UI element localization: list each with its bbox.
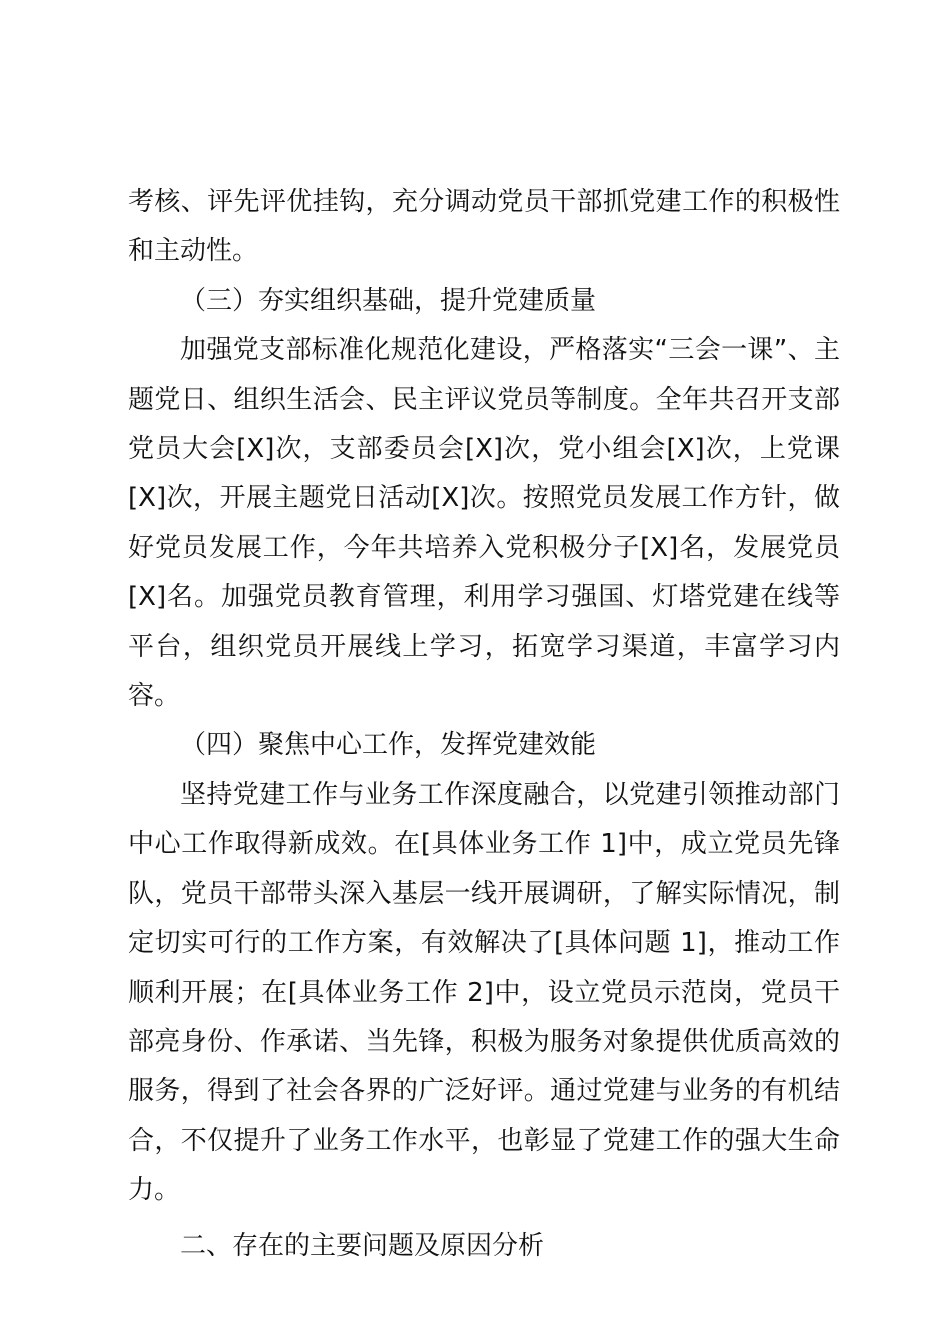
central-work-paragraph: 坚持党建工作与业务工作深度融合，以党建引领推动部门中心工作取得新成效。在[具体业务工作 1]中，成立党员先锋队，党员干部带头深入基层一线开展调研，了解实际情况，制定切实可行的工作方案，有效解决了[具体问题 1]，推动工作顺利开展；在[具体业务工作 2]中，设立党员示范岗，党员干部亮身份、作承诺、当先锋，积极为服务对象提供优质高效的服务，得到了社会各界的广泛好评。通过党建与业务的有机结合，不仅提升了业务工作水平，也彰显了党建工作的强大生命力。 <box>128 779 840 1206</box>
main-problems-heading: 二、存在的主要问题及原因分析 <box>180 1230 545 1261</box>
organization-foundation-paragraph: 加强党支部标准化规范化建设，严格落实“三会一课”、主题党日、组织生活会、民主评议党员等制度。全年共召开支部党员大会[X]次，支部委员会[X]次，党小组会[X]次，上党课[X]次，开展主题党日活动[X]次。按照党员发展工作方针，做好党员发展工作，今年共培养入党积极分子[X]名，发展党员[X]名。加强党员教育管理，利用学习强国、灯塔党建在线等平台，组织党员开展线上学习，拓宽学习渠道，丰富学习内容。 <box>128 335 840 712</box>
section-heading-three: （三）夯实组织基础，提升党建质量 <box>180 285 597 316</box>
document-body <box>128 178 840 1271</box>
section-heading-four: （四）聚焦中心工作，发挥党建效能 <box>180 730 597 761</box>
continuation-paragraph: 考核、评先评优挂钩，充分调动党员干部抓党建工作的积极性和主动性。 <box>128 187 840 267</box>
